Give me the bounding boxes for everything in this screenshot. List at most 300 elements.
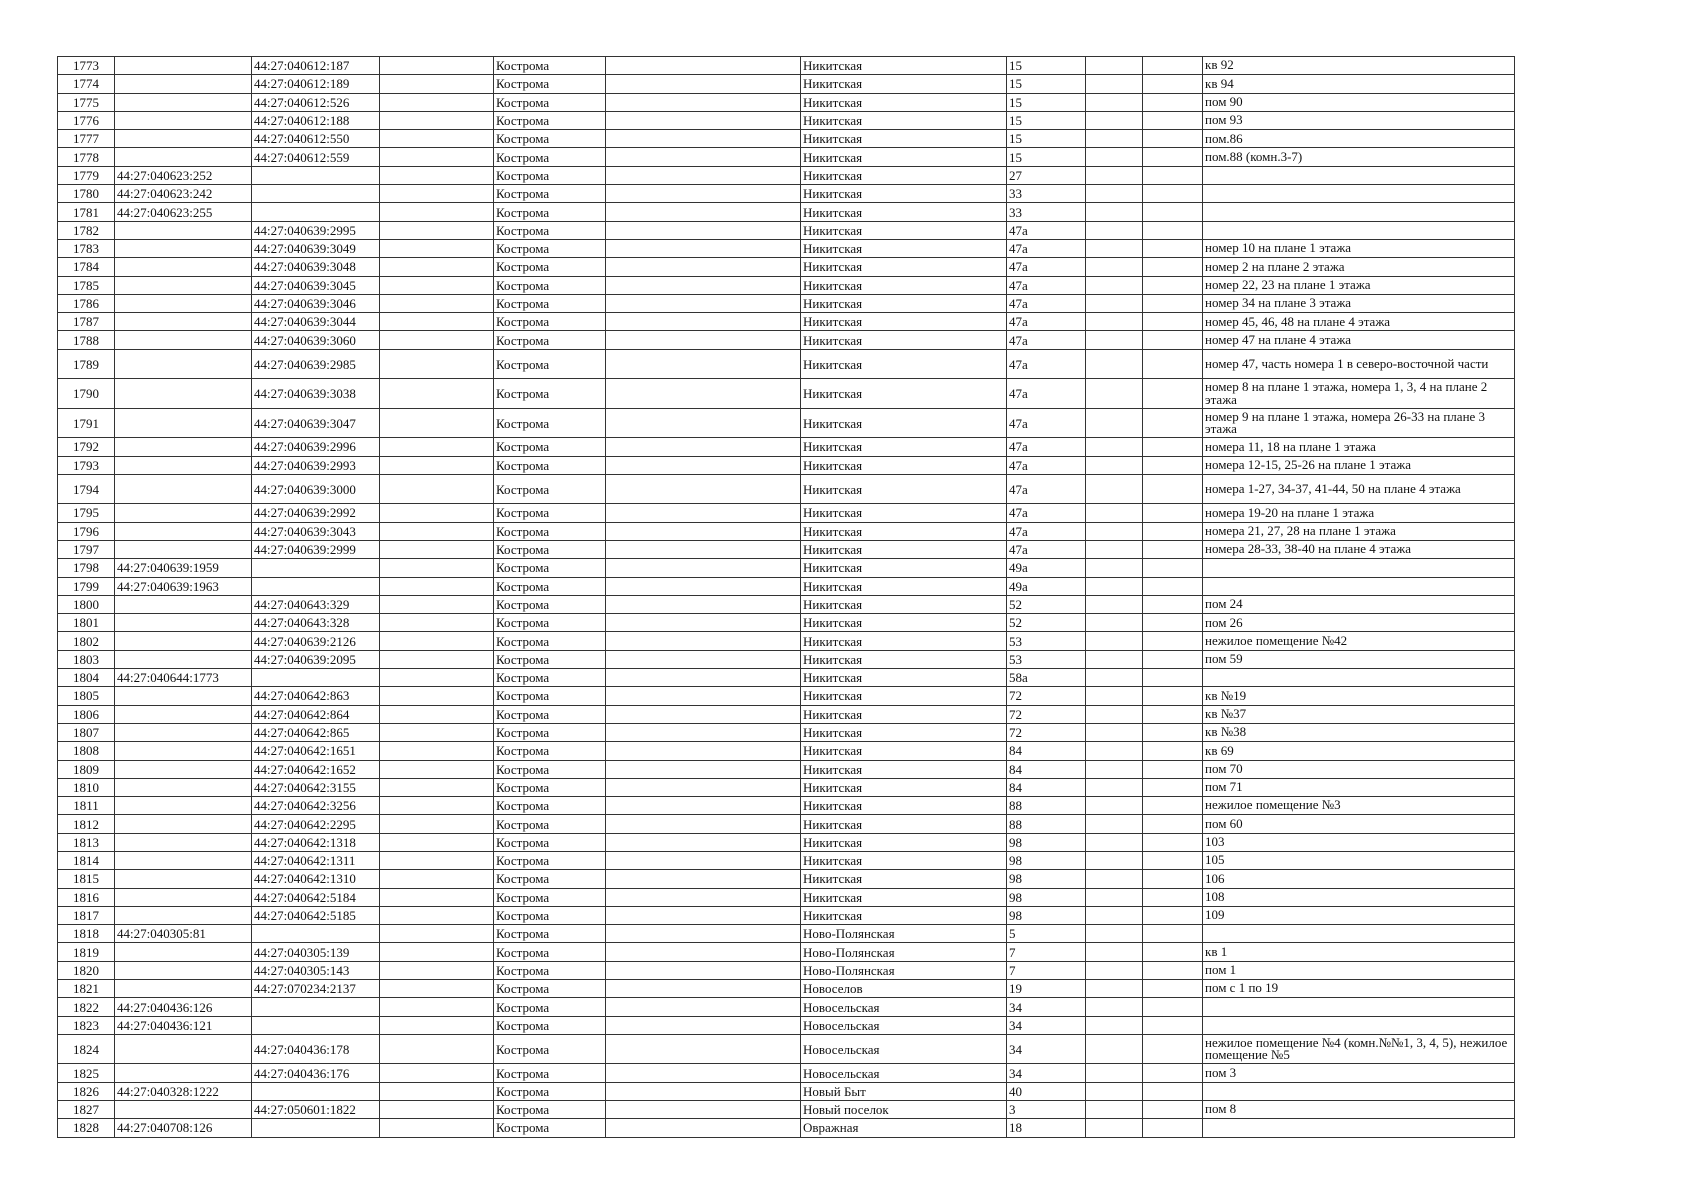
- cadastral-number-alt-cell: 44:27:040305:143: [252, 961, 380, 979]
- empty-cell: [1086, 75, 1143, 93]
- street-cell: Никитская: [801, 111, 1007, 129]
- row-number-cell: 1828: [58, 1119, 115, 1137]
- cadastral-number-alt-cell: 44:27:040612:189: [252, 75, 380, 93]
- street-cell: Никитская: [801, 833, 1007, 851]
- house-number-cell: 98: [1007, 851, 1086, 869]
- empty-cell: [606, 1082, 801, 1100]
- row-number-cell: 1783: [58, 239, 115, 257]
- cadastral-number-cell: [115, 797, 252, 815]
- cadastral-number-alt-cell: 44:27:040642:1311: [252, 851, 380, 869]
- empty-cell: [380, 408, 494, 438]
- table-row: [58, 239, 1515, 257]
- empty-cell: [1143, 258, 1203, 276]
- premises-note-cell: номер 8 на плане 1 этажа, номера 1, 3, 4 на плане 2 этажа: [1203, 379, 1515, 409]
- empty-cell: [1143, 456, 1203, 474]
- empty-cell: [1143, 130, 1203, 148]
- empty-cell: [1086, 778, 1143, 796]
- empty-cell: [606, 705, 801, 723]
- street-cell: Никитская: [801, 379, 1007, 409]
- city-cell: Кострома: [494, 833, 606, 851]
- street-cell: Никитская: [801, 888, 1007, 906]
- cadastral-number-cell: [115, 614, 252, 632]
- table-row: [58, 577, 1515, 595]
- empty-cell: [1086, 1016, 1143, 1034]
- street-cell: Никитская: [801, 221, 1007, 239]
- city-cell: Кострома: [494, 797, 606, 815]
- table-row: [58, 221, 1515, 239]
- empty-cell: [380, 294, 494, 312]
- street-cell: Никитская: [801, 57, 1007, 75]
- cadastral-number-cell: 44:27:040623:252: [115, 166, 252, 184]
- cadastral-number-cell: [115, 705, 252, 723]
- house-number-cell: 58а: [1007, 669, 1086, 687]
- table-row: [58, 833, 1515, 851]
- house-number-cell: 52: [1007, 595, 1086, 613]
- empty-cell: [1143, 1034, 1203, 1064]
- empty-cell: [380, 438, 494, 456]
- row-number-cell: 1821: [58, 980, 115, 998]
- empty-cell: [606, 1064, 801, 1082]
- cadastral-number-alt-cell: [252, 1016, 380, 1034]
- city-cell: Кострома: [494, 943, 606, 961]
- empty-cell: [380, 185, 494, 203]
- empty-cell: [1143, 906, 1203, 924]
- street-cell: Никитская: [801, 456, 1007, 474]
- cadastral-number-alt-cell: 44:27:040642:5184: [252, 888, 380, 906]
- cadastral-number-cell: [115, 239, 252, 257]
- street-cell: Никитская: [801, 851, 1007, 869]
- cadastral-number-cell: [115, 331, 252, 349]
- row-number-cell: 1775: [58, 93, 115, 111]
- table-row: [58, 276, 1515, 294]
- house-number-cell: 98: [1007, 833, 1086, 851]
- empty-cell: [380, 540, 494, 558]
- empty-cell: [606, 906, 801, 924]
- empty-cell: [1143, 925, 1203, 943]
- city-cell: Кострома: [494, 504, 606, 522]
- city-cell: Кострома: [494, 559, 606, 577]
- cadastral-number-cell: [115, 723, 252, 741]
- cadastral-number-cell: [115, 258, 252, 276]
- house-number-cell: 40: [1007, 1082, 1086, 1100]
- premises-note-cell: кв 69: [1203, 742, 1515, 760]
- empty-cell: [380, 1016, 494, 1034]
- empty-cell: [1086, 815, 1143, 833]
- premises-note-cell: пом 70: [1203, 760, 1515, 778]
- city-cell: Кострома: [494, 93, 606, 111]
- empty-cell: [1086, 614, 1143, 632]
- street-cell: Никитская: [801, 474, 1007, 504]
- city-cell: Кострома: [494, 258, 606, 276]
- city-cell: Кострома: [494, 742, 606, 760]
- premises-note-cell: пом 90: [1203, 93, 1515, 111]
- empty-cell: [380, 1034, 494, 1064]
- table-row: [58, 1034, 1515, 1064]
- cadastral-number-alt-cell: 44:27:040305:139: [252, 943, 380, 961]
- empty-cell: [1086, 313, 1143, 331]
- empty-cell: [380, 705, 494, 723]
- empty-cell: [380, 57, 494, 75]
- house-number-cell: 98: [1007, 888, 1086, 906]
- cadastral-number-alt-cell: [252, 669, 380, 687]
- street-cell: Новый поселок: [801, 1101, 1007, 1119]
- empty-cell: [1086, 148, 1143, 166]
- row-number-cell: 1796: [58, 522, 115, 540]
- cadastral-number-alt-cell: 44:27:040642:2295: [252, 815, 380, 833]
- empty-cell: [1143, 166, 1203, 184]
- row-number-cell: 1814: [58, 851, 115, 869]
- street-cell: Ново-Полянская: [801, 943, 1007, 961]
- row-number-cell: 1822: [58, 998, 115, 1016]
- empty-cell: [606, 815, 801, 833]
- empty-cell: [606, 239, 801, 257]
- empty-cell: [1143, 888, 1203, 906]
- table-row: [58, 148, 1515, 166]
- empty-cell: [1143, 1119, 1203, 1137]
- city-cell: Кострома: [494, 313, 606, 331]
- city-cell: Кострома: [494, 669, 606, 687]
- empty-cell: [1143, 778, 1203, 796]
- table-row: [58, 474, 1515, 504]
- empty-cell: [1143, 522, 1203, 540]
- house-number-cell: 15: [1007, 57, 1086, 75]
- row-number-cell: 1791: [58, 408, 115, 438]
- premises-note-cell: кв №37: [1203, 705, 1515, 723]
- empty-cell: [1143, 980, 1203, 998]
- premises-note-cell: пом 59: [1203, 650, 1515, 668]
- house-number-cell: 49а: [1007, 559, 1086, 577]
- street-cell: Ново-Полянская: [801, 925, 1007, 943]
- empty-cell: [380, 925, 494, 943]
- cadastral-number-alt-cell: 44:27:040642:1651: [252, 742, 380, 760]
- cadastral-number-cell: 44:27:040639:1959: [115, 559, 252, 577]
- house-number-cell: 72: [1007, 723, 1086, 741]
- row-number-cell: 1795: [58, 504, 115, 522]
- street-cell: Никитская: [801, 815, 1007, 833]
- premises-note-cell: нежилое помещение №3: [1203, 797, 1515, 815]
- empty-cell: [1086, 166, 1143, 184]
- city-cell: Кострома: [494, 408, 606, 438]
- city-cell: Кострома: [494, 760, 606, 778]
- cadastral-number-alt-cell: [252, 166, 380, 184]
- empty-cell: [606, 723, 801, 741]
- street-cell: Никитская: [801, 408, 1007, 438]
- city-cell: Кострома: [494, 148, 606, 166]
- cadastral-number-cell: [115, 961, 252, 979]
- empty-cell: [1143, 111, 1203, 129]
- empty-cell: [1086, 130, 1143, 148]
- house-number-cell: 7: [1007, 961, 1086, 979]
- empty-cell: [1143, 408, 1203, 438]
- empty-cell: [380, 258, 494, 276]
- row-number-cell: 1789: [58, 349, 115, 379]
- cadastral-number-alt-cell: 44:27:040639:3038: [252, 379, 380, 409]
- table-body: [58, 57, 1515, 1138]
- table-row: [58, 313, 1515, 331]
- table-row: [58, 93, 1515, 111]
- cadastral-number-alt-cell: [252, 577, 380, 595]
- street-cell: Никитская: [801, 148, 1007, 166]
- house-number-cell: 47а: [1007, 349, 1086, 379]
- cadastral-number-alt-cell: 44:27:040639:2999: [252, 540, 380, 558]
- premises-note-cell: кв №19: [1203, 687, 1515, 705]
- cadastral-number-alt-cell: [252, 203, 380, 221]
- premises-note-cell: номер 47, часть номера 1 в северо-восточной части: [1203, 349, 1515, 379]
- table-row: [58, 650, 1515, 668]
- street-cell: Новоселов: [801, 980, 1007, 998]
- cadastral-number-alt-cell: 44:27:040639:3045: [252, 276, 380, 294]
- cadastral-number-cell: [115, 687, 252, 705]
- empty-cell: [380, 723, 494, 741]
- cadastral-number-cell: 44:27:040708:126: [115, 1119, 252, 1137]
- empty-cell: [606, 148, 801, 166]
- cadastral-number-alt-cell: 44:27:040612:188: [252, 111, 380, 129]
- house-number-cell: 34: [1007, 1064, 1086, 1082]
- premises-note-cell: номер 2 на плане 2 этажа: [1203, 258, 1515, 276]
- empty-cell: [1143, 687, 1203, 705]
- table-row: [58, 961, 1515, 979]
- city-cell: Кострома: [494, 331, 606, 349]
- row-number-cell: 1812: [58, 815, 115, 833]
- premises-note-cell: пом 8: [1203, 1101, 1515, 1119]
- premises-note-cell: 105: [1203, 851, 1515, 869]
- house-number-cell: 34: [1007, 1034, 1086, 1064]
- empty-cell: [606, 888, 801, 906]
- house-number-cell: 98: [1007, 906, 1086, 924]
- empty-cell: [1143, 239, 1203, 257]
- empty-cell: [1086, 185, 1143, 203]
- street-cell: Никитская: [801, 313, 1007, 331]
- house-number-cell: 98: [1007, 870, 1086, 888]
- house-number-cell: 34: [1007, 1016, 1086, 1034]
- empty-cell: [1143, 1016, 1203, 1034]
- table-row: [58, 723, 1515, 741]
- empty-cell: [606, 130, 801, 148]
- row-number-cell: 1780: [58, 185, 115, 203]
- empty-cell: [1086, 1119, 1143, 1137]
- street-cell: Никитская: [801, 742, 1007, 760]
- empty-cell: [1143, 595, 1203, 613]
- table-row: [58, 185, 1515, 203]
- street-cell: Никитская: [801, 723, 1007, 741]
- cadastral-number-cell: [115, 888, 252, 906]
- empty-cell: [606, 742, 801, 760]
- row-number-cell: 1818: [58, 925, 115, 943]
- table-row: [58, 888, 1515, 906]
- empty-cell: [380, 650, 494, 668]
- street-cell: Никитская: [801, 276, 1007, 294]
- cadastral-number-cell: [115, 778, 252, 796]
- empty-cell: [1086, 1101, 1143, 1119]
- premises-note-cell: [1203, 1016, 1515, 1034]
- empty-cell: [606, 111, 801, 129]
- table-row: [58, 760, 1515, 778]
- table-row: [58, 203, 1515, 221]
- cadastral-number-cell: [115, 294, 252, 312]
- city-cell: Кострома: [494, 294, 606, 312]
- empty-cell: [1143, 57, 1203, 75]
- empty-cell: [380, 221, 494, 239]
- street-cell: Никитская: [801, 778, 1007, 796]
- premises-note-cell: номер 47 на плане 4 этажа: [1203, 331, 1515, 349]
- cadastral-number-alt-cell: [252, 185, 380, 203]
- empty-cell: [380, 313, 494, 331]
- house-number-cell: 18: [1007, 1119, 1086, 1137]
- street-cell: Ново-Полянская: [801, 961, 1007, 979]
- empty-cell: [606, 961, 801, 979]
- cadastral-number-cell: [115, 742, 252, 760]
- empty-cell: [380, 669, 494, 687]
- cadastral-number-cell: [115, 75, 252, 93]
- empty-cell: [606, 577, 801, 595]
- house-number-cell: 47а: [1007, 438, 1086, 456]
- house-number-cell: 88: [1007, 797, 1086, 815]
- house-number-cell: 47а: [1007, 294, 1086, 312]
- street-cell: Никитская: [801, 632, 1007, 650]
- empty-cell: [606, 379, 801, 409]
- premises-note-cell: [1203, 185, 1515, 203]
- cadastral-number-alt-cell: 44:27:040612:526: [252, 93, 380, 111]
- premises-note-cell: 106: [1203, 870, 1515, 888]
- row-number-cell: 1773: [58, 57, 115, 75]
- empty-cell: [380, 851, 494, 869]
- street-cell: Никитская: [801, 504, 1007, 522]
- street-cell: Новосельская: [801, 1064, 1007, 1082]
- row-number-cell: 1779: [58, 166, 115, 184]
- cadastral-number-cell: [115, 504, 252, 522]
- cadastral-number-cell: [115, 1034, 252, 1064]
- house-number-cell: 47а: [1007, 379, 1086, 409]
- empty-cell: [1143, 331, 1203, 349]
- street-cell: Никитская: [801, 75, 1007, 93]
- street-cell: Никитская: [801, 166, 1007, 184]
- cadastral-number-alt-cell: 44:27:040612:550: [252, 130, 380, 148]
- empty-cell: [1086, 349, 1143, 379]
- empty-cell: [1086, 833, 1143, 851]
- house-number-cell: 47а: [1007, 258, 1086, 276]
- premises-note-cell: номер 34 на плане 3 этажа: [1203, 294, 1515, 312]
- city-cell: Кострома: [494, 75, 606, 93]
- cadastral-number-alt-cell: [252, 998, 380, 1016]
- premises-note-cell: номера 12-15, 25-26 на плане 1 этажа: [1203, 456, 1515, 474]
- city-cell: Кострома: [494, 203, 606, 221]
- empty-cell: [1086, 258, 1143, 276]
- row-number-cell: 1776: [58, 111, 115, 129]
- premises-note-cell: номера 28-33, 38-40 на плане 4 этажа: [1203, 540, 1515, 558]
- city-cell: Кострома: [494, 851, 606, 869]
- empty-cell: [1086, 943, 1143, 961]
- cadastral-number-cell: [115, 980, 252, 998]
- premises-note-cell: номера 21, 27, 28 на плане 1 этажа: [1203, 522, 1515, 540]
- house-number-cell: 47а: [1007, 313, 1086, 331]
- empty-cell: [1143, 577, 1203, 595]
- cadastral-number-cell: [115, 313, 252, 331]
- cadastral-number-cell: 44:27:040305:81: [115, 925, 252, 943]
- empty-cell: [606, 1101, 801, 1119]
- empty-cell: [606, 185, 801, 203]
- empty-cell: [380, 276, 494, 294]
- empty-cell: [1143, 1082, 1203, 1100]
- city-cell: Кострома: [494, 1034, 606, 1064]
- city-cell: Кострома: [494, 998, 606, 1016]
- cadastral-number-alt-cell: 44:27:040436:176: [252, 1064, 380, 1082]
- empty-cell: [1086, 276, 1143, 294]
- city-cell: Кострома: [494, 111, 606, 129]
- city-cell: Кострома: [494, 1064, 606, 1082]
- empty-cell: [1143, 540, 1203, 558]
- table-row: [58, 705, 1515, 723]
- row-number-cell: 1819: [58, 943, 115, 961]
- cadastral-number-cell: 44:27:040436:126: [115, 998, 252, 1016]
- cadastral-number-alt-cell: 44:27:050601:1822: [252, 1101, 380, 1119]
- row-number-cell: 1811: [58, 797, 115, 815]
- empty-cell: [606, 669, 801, 687]
- empty-cell: [1086, 797, 1143, 815]
- city-cell: Кострома: [494, 474, 606, 504]
- empty-cell: [1143, 504, 1203, 522]
- street-cell: Никитская: [801, 577, 1007, 595]
- property-register-table: [57, 56, 1515, 1138]
- house-number-cell: 47а: [1007, 276, 1086, 294]
- table-row: [58, 906, 1515, 924]
- table-row: [58, 294, 1515, 312]
- empty-cell: [1086, 1082, 1143, 1100]
- cadastral-number-cell: 44:27:040623:242: [115, 185, 252, 203]
- premises-note-cell: номера 1-27, 34-37, 41-44, 50 на плане 4 этажа: [1203, 474, 1515, 504]
- cadastral-number-alt-cell: 44:27:040643:328: [252, 614, 380, 632]
- empty-cell: [1143, 943, 1203, 961]
- city-cell: Кострома: [494, 166, 606, 184]
- empty-cell: [1143, 294, 1203, 312]
- premises-note-cell: [1203, 1119, 1515, 1137]
- cadastral-number-cell: [115, 522, 252, 540]
- row-number-cell: 1781: [58, 203, 115, 221]
- street-cell: Никитская: [801, 258, 1007, 276]
- empty-cell: [1143, 438, 1203, 456]
- cadastral-number-alt-cell: 44:27:040642:5185: [252, 906, 380, 924]
- empty-cell: [1086, 961, 1143, 979]
- house-number-cell: 49а: [1007, 577, 1086, 595]
- cadastral-number-cell: [115, 474, 252, 504]
- row-number-cell: 1806: [58, 705, 115, 723]
- empty-cell: [380, 1119, 494, 1137]
- empty-cell: [380, 797, 494, 815]
- house-number-cell: 47а: [1007, 522, 1086, 540]
- row-number-cell: 1801: [58, 614, 115, 632]
- cadastral-number-alt-cell: [252, 1082, 380, 1100]
- street-cell: Овражная: [801, 1119, 1007, 1137]
- empty-cell: [1143, 614, 1203, 632]
- cadastral-number-cell: [115, 650, 252, 668]
- cadastral-number-cell: [115, 111, 252, 129]
- empty-cell: [606, 349, 801, 379]
- table-row: [58, 815, 1515, 833]
- premises-note-cell: 109: [1203, 906, 1515, 924]
- empty-cell: [1086, 239, 1143, 257]
- table-row: [58, 925, 1515, 943]
- empty-cell: [1086, 577, 1143, 595]
- premises-note-cell: пом 24: [1203, 595, 1515, 613]
- row-number-cell: 1820: [58, 961, 115, 979]
- cadastral-number-cell: [115, 57, 252, 75]
- empty-cell: [606, 778, 801, 796]
- cadastral-number-alt-cell: 44:27:040639:2992: [252, 504, 380, 522]
- premises-note-cell: пом 93: [1203, 111, 1515, 129]
- premises-note-cell: номера 19-20 на плане 1 этажа: [1203, 504, 1515, 522]
- street-cell: Новосельская: [801, 1034, 1007, 1064]
- empty-cell: [380, 687, 494, 705]
- premises-note-cell: пом.86: [1203, 130, 1515, 148]
